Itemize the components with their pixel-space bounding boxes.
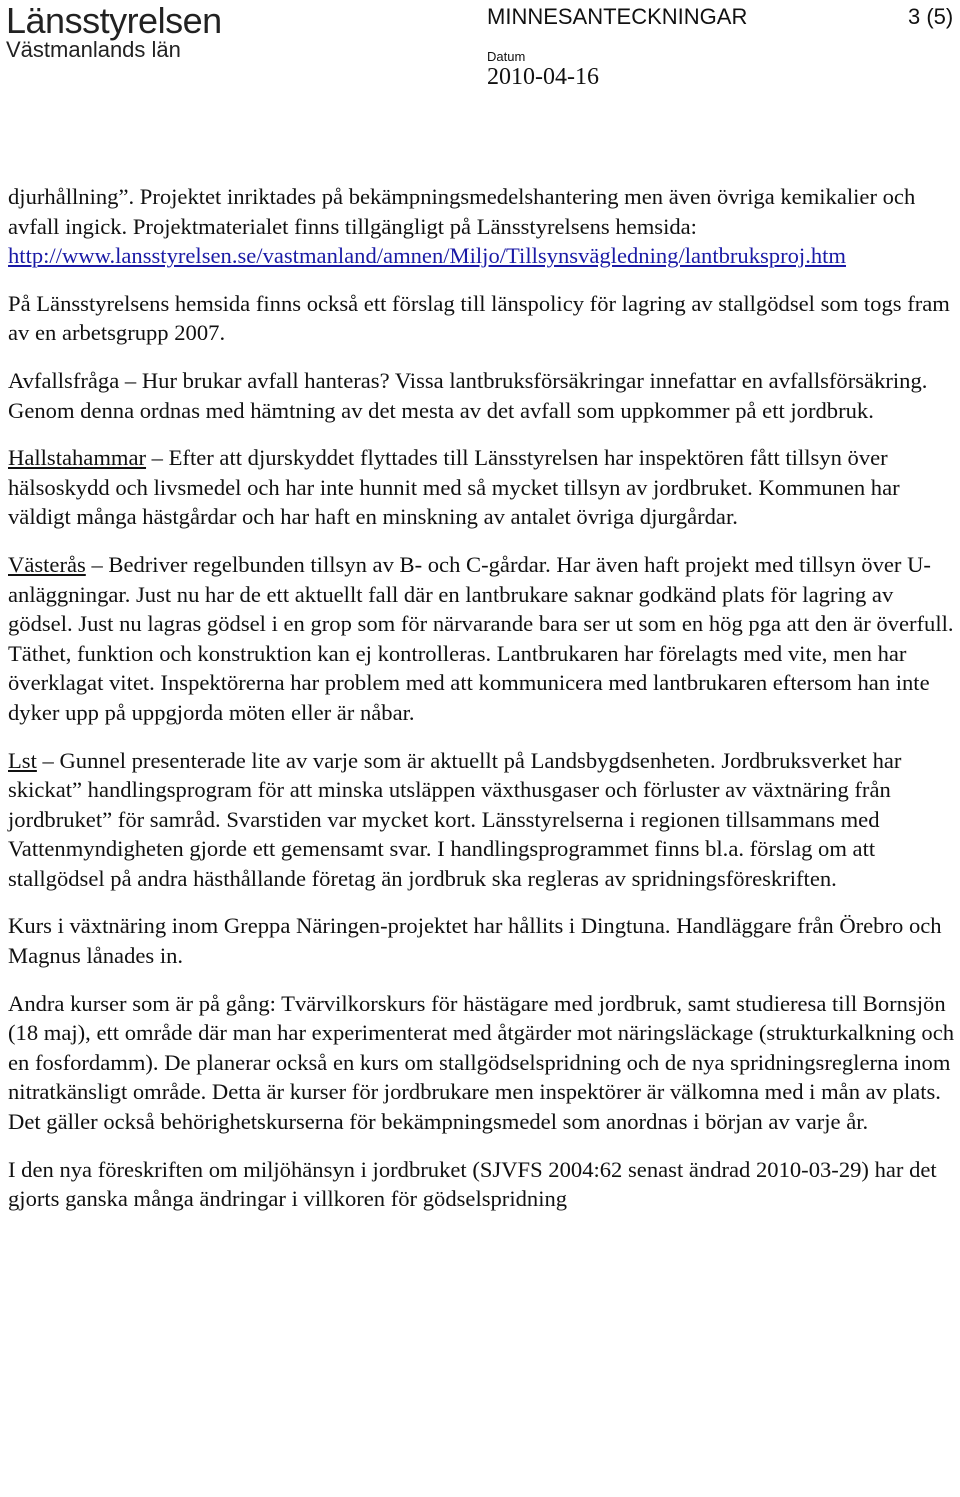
vasteras-text: – Bedriver regelbunden tillsyn av B- och C-gårdar. Har även haft projekt med tillsyn över U-anläggningar. Just nu har de ett aktuellt fall där en lantbrukare saknar godkänd plats för lagring av gödsel. Just nu lagras gödsel i en grop som för närvarande bara ser ut som en hög pga att den är överfull. Täthet, funktion och konstruktion kan ej kontrolleras. Lantbrukaren har förelagts med vite, men har överklagat vitet. Inspektörerna har problem med att kommunicera med lantbrukaren eftersom han inte dyker upp på uppgjorda möten eller är nåbar. — [8, 551, 954, 725]
hallstahammar-label: Hallstahammar — [8, 445, 147, 471]
paragraph-regulation: I den nya föreskriften om miljöhänsyn i jordbruket (SJVFS 2004:62 senast ändrad 2010-03-29) har det gjorts ganska många ändringar i villkoren för gödselspridning — [8, 1156, 937, 1212]
lst-text: – Gunnel presenterade lite av varje som är aktuellt på Landsbygdsenheten. Jordbruksverket har skickat” handlingsprogram för att minska utsläppen växthusgaser och förluster av växtnäring från jordbruket” för samråd. Svarstiden var mycket kort. Länsstyrelserna i regionen tillsammans med Vattenmyndigheten gjorde ett gemensamt svar. I handlingsprogrammet finns bl.a. förslag om att stallgödsel på andra hästhållande företag än jordbruk ska regleras av spridningsföreskriften. — [8, 747, 902, 891]
vasteras-label: Västerås — [8, 551, 86, 577]
date-value: 2010-04-16 — [487, 64, 599, 90]
paragraph-policy: På Länsstyrelsens hemsida finns också ett förslag till länspolicy för lagring av stallgödsel som togs fram av en arbetsgrupp 2007. — [8, 290, 950, 346]
project-material-link[interactable]: http://www.lansstyrelsen.se/vastmanland/amnen/Miljo/Tillsynsvägledning/lantbruksproj.htm — [8, 243, 846, 269]
logo-agency-name: Länsstyrelsen — [6, 0, 222, 41]
logo-county-name: Västmanlands län — [6, 37, 181, 62]
date-label: Datum — [487, 49, 526, 64]
paragraph-other-courses: Andra kurser som är på gång: Tvärvilkorskurs för hästägare med jordbruk, samt studieresa till Bornsjön (18 maj), ett område där man har experimenterat med åtgärder mot näringsläckage (strukturkalkning och en fosfordamm). De planerar också en kurs om stallgödselspridning och de nya spridningsreglerna inom nitratkänsligt område. Detta är kurser för jordbrukare men inspektörer är välkomna med i mån av plats. Det gäller också behörighetskurserna för bekämpningsmedel som anordnas i början av varje år. — [8, 990, 955, 1135]
paragraph-vasteras — [8, 550, 958, 728]
document-body — [8, 182, 958, 1232]
hallstahammar-text: – Efter att djurskyddet flyttades till Länsstyrelsen har inspektören fått tillsyn över hälsoskydd och livsmedel och har inte hunnit med så mycket tillsyn av jordbruket. Kommunen har väldigt många hästgårdar och har haft en minskning av antalet övriga djurgårdar. — [8, 445, 900, 530]
paragraph-project-text: djurhållning”. Projektet inriktades på bekämpningsmedelshantering men även övriga kemikalier och avfall ingick. Projektmaterialet finns tillgängligt på Länsstyrelsens hemsida: — [8, 184, 916, 239]
page-header — [0, 0, 960, 110]
paragraph-course: Kurs i växtnäring inom Greppa Näringen-projektet har hållits i Dingtuna. Handläggare från Örebro och Magnus lånades in. — [8, 913, 942, 969]
page-number: 3 (5) — [908, 4, 954, 29]
document-type: MINNESANTECKNINGAR — [487, 4, 748, 29]
lst-label: Lst — [8, 747, 37, 773]
paragraph-lst — [8, 746, 958, 894]
agency-logo — [6, 2, 222, 62]
paragraph-hallstahammar — [8, 443, 958, 532]
paragraph-waste: Avfallsfråga – Hur brukar avfall hanteras? Vissa lantbruksförsäkringar innefattar en avfallsförsäkring. Genom denna ordnas med hämtning av det mesta av det avfall som uppkommer på ett jordbruk. — [8, 367, 928, 423]
paragraph-project — [8, 182, 958, 271]
